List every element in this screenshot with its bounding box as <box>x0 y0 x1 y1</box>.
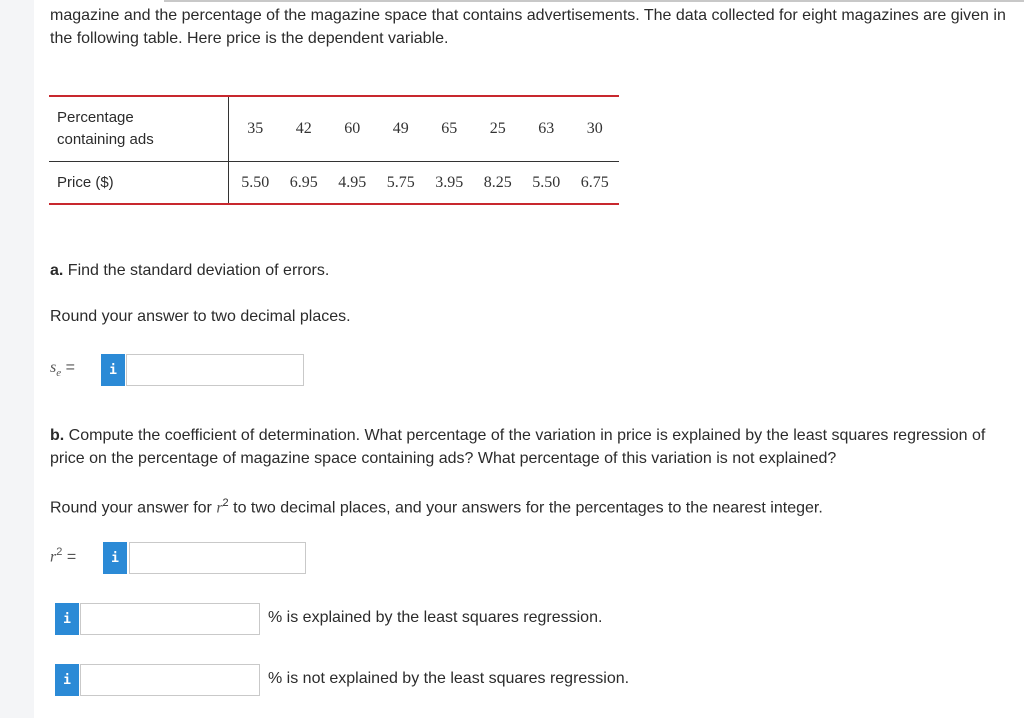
part-b-question-line-2: price on the percentage of magazine space containing ads? What percentage of this variation is not explained? <box>50 450 837 467</box>
info-icon[interactable]: i <box>103 542 127 574</box>
part-a-prefix: a. <box>50 262 64 279</box>
not-explained-suffix: % is not explained by the least squares regression. <box>268 670 630 687</box>
part-b-instruction <box>50 492 823 519</box>
price-row-label: Price ($) <box>49 162 229 205</box>
instruction-before: Round your answer for <box>50 499 217 517</box>
top-divider <box>164 0 1024 2</box>
intro-line-1: magazine and the percentage of the magazine space that contains advertisements. The data collected for eight magazines are given in <box>50 7 1006 24</box>
ads-value: 49 <box>392 120 409 137</box>
se-subscript: e <box>56 367 62 380</box>
explained-suffix: % is explained by the least squares regression. <box>268 609 603 626</box>
price-value: 8.25 <box>483 173 512 191</box>
page <box>34 0 1024 718</box>
ads-value: 25 <box>489 120 506 137</box>
price-value: 5.75 <box>386 173 415 191</box>
r2-sup: 2 <box>56 546 63 558</box>
price-value: 5.50 <box>532 173 561 191</box>
table-row-price <box>49 162 619 205</box>
data-table <box>49 95 619 205</box>
r2-label <box>50 546 76 566</box>
ads-value: 63 <box>538 120 555 137</box>
price-value: 5.50 <box>241 173 270 191</box>
part-b-prefix: b. <box>50 427 65 444</box>
se-symbol: s <box>50 359 57 376</box>
part-a-question <box>50 259 329 282</box>
info-icon[interactable]: i <box>55 664 79 696</box>
info-icon[interactable]: i <box>101 354 125 386</box>
not-explained-percent-input[interactable] <box>80 664 260 696</box>
ads-value: 65 <box>441 120 458 137</box>
r2-answer-input[interactable] <box>129 542 306 574</box>
r2-symbol: r <box>50 548 57 566</box>
explained-percent-input[interactable] <box>80 603 260 635</box>
ads-row-label <box>49 96 229 162</box>
price-value: 6.75 <box>580 173 609 191</box>
ads-value: 60 <box>344 120 361 137</box>
se-answer-input[interactable] <box>126 354 304 386</box>
se-equals: = <box>65 359 75 376</box>
instruction-r-symbol: r <box>216 499 223 517</box>
se-label <box>50 359 75 379</box>
intro-line-2: the following table. Here price is the dependent variable. <box>50 30 449 47</box>
instruction-after: to two decimal places, and your answers for the percentages to the nearest integer. <box>228 499 823 517</box>
part-a-instruction: Round your answer to two decimal places. <box>50 308 351 325</box>
info-icon[interactable]: i <box>55 603 79 635</box>
table-row-ads <box>49 96 619 162</box>
ads-value: 30 <box>586 120 603 137</box>
part-b-question-line-1: Compute the coefficient of determination. What percentage of the variation in price is explained by the least squares regression of <box>64 427 986 444</box>
part-b-question <box>50 424 985 470</box>
intro-text <box>50 4 1020 50</box>
part-a-question-text: Find the standard deviation of errors. <box>63 262 330 279</box>
price-values-cell <box>229 162 620 205</box>
instruction-r-sup: 2 <box>222 497 229 509</box>
ads-values-cell <box>229 96 620 162</box>
price-value: 4.95 <box>338 173 367 191</box>
ads-value: 42 <box>295 120 312 137</box>
r2-equals: = <box>66 548 77 566</box>
ads-label-line-2: containing ads <box>57 131 154 148</box>
price-value: 3.95 <box>435 173 464 191</box>
price-value: 6.95 <box>289 173 318 191</box>
ads-value: 35 <box>247 120 264 137</box>
ads-label-line-1: Percentage <box>57 109 134 126</box>
